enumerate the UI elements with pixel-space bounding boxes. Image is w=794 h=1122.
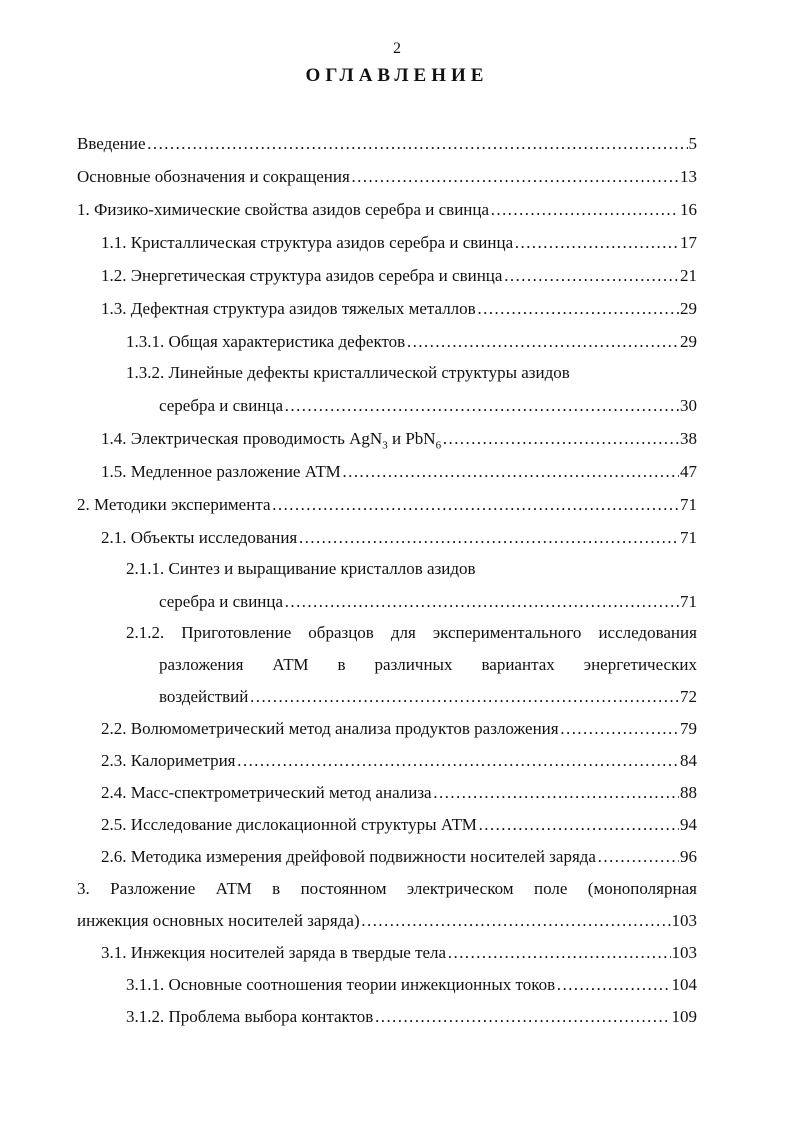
leader-dots [374, 1006, 670, 1028]
toc-label: 1.2. Энергетическая структура азидов серебра и свинца [101, 266, 503, 285]
toc-label: Основные обозначения и сокращения [77, 167, 350, 186]
label-part: и PbN [387, 429, 436, 448]
toc-label: 2. Методики эксперимента [77, 495, 271, 514]
toc-entry-3-1-1 [126, 974, 697, 996]
word: АТМ [215, 879, 252, 898]
word: (монополярная [587, 879, 697, 898]
toc-entry-3-1 [101, 942, 697, 964]
toc-entry-chapter-1 [77, 199, 697, 221]
toc-label: 2.5. Исследование дислокационной структуры АТМ [101, 815, 477, 834]
toc-page: 21 [680, 266, 697, 285]
subscript: 6 [435, 439, 442, 452]
toc-entry-3-1-2 [126, 1006, 697, 1028]
word: Разложение [110, 879, 196, 898]
toc-label: 2.4. Масс-спектрометрический метод анализа [101, 783, 432, 802]
toc-label: серебра и свинца [159, 592, 284, 611]
leader-dots [406, 331, 679, 353]
toc-page: 71 [680, 592, 697, 611]
toc-entry-1-1 [101, 232, 697, 254]
leader-dots [351, 166, 679, 188]
word: Приготовление [181, 623, 292, 642]
toc-label [101, 428, 441, 450]
word: образцов [308, 623, 374, 642]
toc-page: 29 [680, 299, 697, 318]
leader-dots [514, 232, 679, 254]
word: разложения [159, 655, 244, 674]
toc-entry-2-1-1-line2 [159, 591, 697, 613]
toc-entry-chapter-2 [77, 494, 697, 516]
word: поле [533, 879, 568, 898]
toc-entry-2-2 [101, 718, 697, 740]
toc-label: 2.1. Объекты исследования [101, 528, 298, 547]
toc-page: 17 [680, 233, 697, 252]
toc-entry-2-4 [101, 782, 697, 804]
toc-page: 13 [680, 167, 697, 186]
word: в [337, 655, 346, 674]
toc-page: 109 [671, 1007, 697, 1026]
leader-dots [490, 199, 679, 221]
toc-page: 38 [680, 429, 697, 448]
toc-page: 16 [680, 200, 697, 219]
toc-label: 1. Физико-химические свойства азидов серебра и свинца [77, 200, 490, 219]
toc-entry-abbreviations [77, 166, 697, 188]
toc-label: 3.1.1. Основные соотношения теории инжекционных токов [126, 975, 556, 994]
toc-entry-2-3 [101, 750, 697, 772]
leader-dots [556, 974, 670, 996]
word: АТМ [272, 655, 309, 674]
toc-page: 30 [680, 396, 697, 415]
word: в [272, 879, 281, 898]
toc-page: 47 [680, 462, 697, 481]
toc-label: 3.1. Инжекция носителей заряда в твердые тела [101, 943, 447, 962]
toc-label: серебра и свинца [159, 396, 284, 415]
word: различных [374, 655, 453, 674]
toc-entry-2-1 [101, 527, 697, 549]
toc-label: 2.1.1. Синтез и выращивание кристаллов азидов [126, 559, 476, 578]
page-title: ОГЛАВЛЕНИЕ [305, 65, 489, 86]
toc-entry-2-6 [101, 846, 697, 868]
toc-page: 72 [680, 687, 697, 706]
toc-page: 84 [680, 751, 697, 770]
toc-label: инжекция основных носителей заряда) [77, 911, 360, 930]
leader-dots [442, 428, 679, 450]
toc-page: 96 [680, 847, 697, 866]
leader-dots [597, 846, 679, 868]
leader-dots [284, 395, 679, 417]
toc-label: 1.5. Медленное разложение АТМ [101, 462, 341, 481]
leader-dots [249, 686, 679, 708]
word: 3. [77, 879, 90, 898]
word: для [390, 623, 416, 642]
leader-dots [147, 133, 688, 155]
word: 2.1.2. [126, 623, 165, 642]
toc-entry-2-1-2-line1 [126, 622, 697, 644]
toc-label: 1.1. Кристаллическая структура азидов серебра и свинца [101, 233, 514, 252]
leader-dots [284, 591, 679, 613]
leader-dots [237, 750, 680, 772]
toc-entry-chapter-3-line2 [77, 910, 697, 932]
toc-entry-1-3-2-line1 [126, 362, 697, 384]
page-number: 2 [393, 40, 401, 57]
subscript: 3 [382, 439, 388, 452]
toc-page: 94 [680, 815, 697, 834]
toc-page: 29 [680, 332, 697, 351]
toc-label: 2.6. Методика измерения дрейфовой подвижности носителей заряда [101, 847, 596, 866]
toc-entry-1-3-1 [126, 331, 697, 353]
toc-page: 103 [671, 943, 697, 962]
label-part: 1.4. Электрическая проводимость AgN [101, 429, 383, 448]
toc-page: 88 [680, 783, 697, 802]
toc-page: 103 [671, 911, 697, 930]
leader-dots [478, 814, 679, 836]
toc-page: 71 [680, 495, 697, 514]
leader-dots [447, 942, 670, 964]
toc-entry-2-1-1-line1 [126, 558, 697, 580]
leader-dots [433, 782, 679, 804]
toc-page: 71 [680, 528, 697, 547]
word: энергетических [583, 655, 697, 674]
word: вариантах [481, 655, 555, 674]
leader-dots [560, 718, 679, 740]
word: постоянном [300, 879, 387, 898]
leader-dots [342, 461, 679, 483]
toc-page: 5 [688, 134, 697, 153]
toc-label: 2.3. Калориметрия [101, 751, 236, 770]
toc-page: 104 [671, 975, 697, 994]
leader-dots [298, 527, 679, 549]
toc-entry-2-1-2-line2 [159, 654, 697, 676]
toc-entry-1-4 [101, 428, 697, 450]
word: экспериментального [432, 623, 582, 642]
toc-entry-1-3 [101, 298, 697, 320]
toc-label: воздействий [159, 687, 249, 706]
toc-entry-chapter-3-line1 [77, 878, 697, 900]
toc-entry-intro [77, 133, 697, 155]
leader-dots [361, 910, 671, 932]
toc-page: 79 [680, 719, 697, 738]
toc-label: Введение [77, 134, 146, 153]
word: электрическом [406, 879, 514, 898]
toc-entry-2-5 [101, 814, 697, 836]
leader-dots [272, 494, 679, 516]
leader-dots [503, 265, 679, 287]
leader-dots [477, 298, 679, 320]
toc-entry-2-1-2-line3 [159, 686, 697, 708]
toc-label: 1.3. Дефектная структура азидов тяжелых металлов [101, 299, 476, 318]
toc-label: 1.3.1. Общая характеристика дефектов [126, 332, 406, 351]
toc-entry-1-3-2-line2 [159, 395, 697, 417]
toc-label: 1.3.2. Линейные дефекты кристаллической структуры азидов [126, 363, 570, 382]
toc-entry-1-2 [101, 265, 697, 287]
toc-label: 3.1.2. Проблема выбора контактов [126, 1007, 374, 1026]
toc-label: 2.2. Волюмометрический метод анализа продуктов разложения [101, 719, 559, 738]
toc-entry-1-5 [101, 461, 697, 483]
word: исследования [598, 623, 697, 642]
